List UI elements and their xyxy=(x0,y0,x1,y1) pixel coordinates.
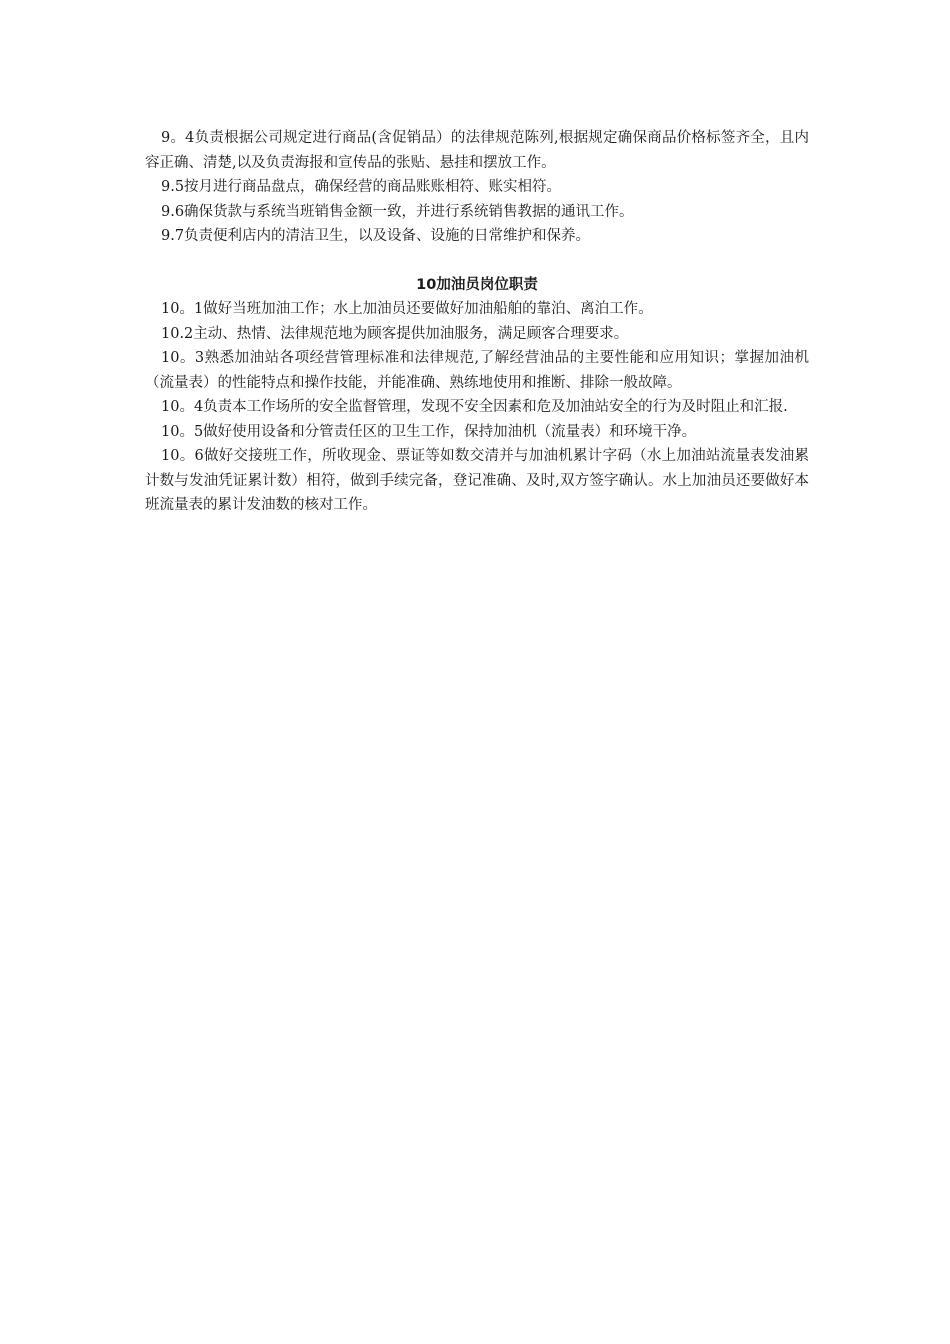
paragraph-9-7: 9.7负责便利店内的清洁卫生，以及设备、设施的日常维护和保养。 xyxy=(161,228,591,244)
paragraph-9-4: 9。4负责根据公司规定进行商品(含促销品）的法律规范陈列,根据规定确保商品价格标签齐全，且内容正确、清楚,以及负责海报和宣传品的张贴、悬挂和摆放工作。 xyxy=(145,130,809,171)
paragraph-10-5: 10。5做好使用设备和分管责任区的卫生工作，保持加油机（流量表）和环境干净。 xyxy=(161,423,697,440)
paragraph-9-6: 9.6确保货款与系统当班销售金额一致，并进行系统销售教据的通讯工作。 xyxy=(161,203,634,220)
paragraph-10-6: 10。6做好交接班工作，所收现金、票证等如数交清并与加油机累计字码（水上加油站流量表发油累计数与发油凭证累计数）相符，做到手续完备，登记准确、及时,双方签字确认。水上加油员还要做好本班流量表的累计发油数的核对工作。 xyxy=(145,448,809,513)
paragraph-10-1: 10。1做好当班加油工作；水上加油员还要做好加油船舶的靠泊、离泊工作。 xyxy=(161,301,653,317)
paragraph-10-3: 10。3熟悉加油站各项经营管理标准和法律规范,了解经营油品的主要性能和应用知识；掌握加油机（流量表）的性能特点和操作技能，并能准确、熟练地使用和推断、排除一般故障。 xyxy=(145,350,809,391)
paragraph-9-5: 9.5按月进行商品盘点，确保经营的商品账账相符、账实相符。 xyxy=(161,179,562,195)
section-spacer xyxy=(145,249,809,273)
document-page xyxy=(145,126,809,518)
section-10-title: 10加油员岗位职责 xyxy=(416,276,538,293)
paragraph-10-4: 10。4负责本工作场所的安全监督管理，发现不安全因素和危及加油站安全的行为及时阻止和汇报. xyxy=(161,399,788,415)
paragraph-10-2: 10.2主动、热情、法律规范地为顾客提供加油服务，满足顾客合理要求。 xyxy=(161,325,629,342)
